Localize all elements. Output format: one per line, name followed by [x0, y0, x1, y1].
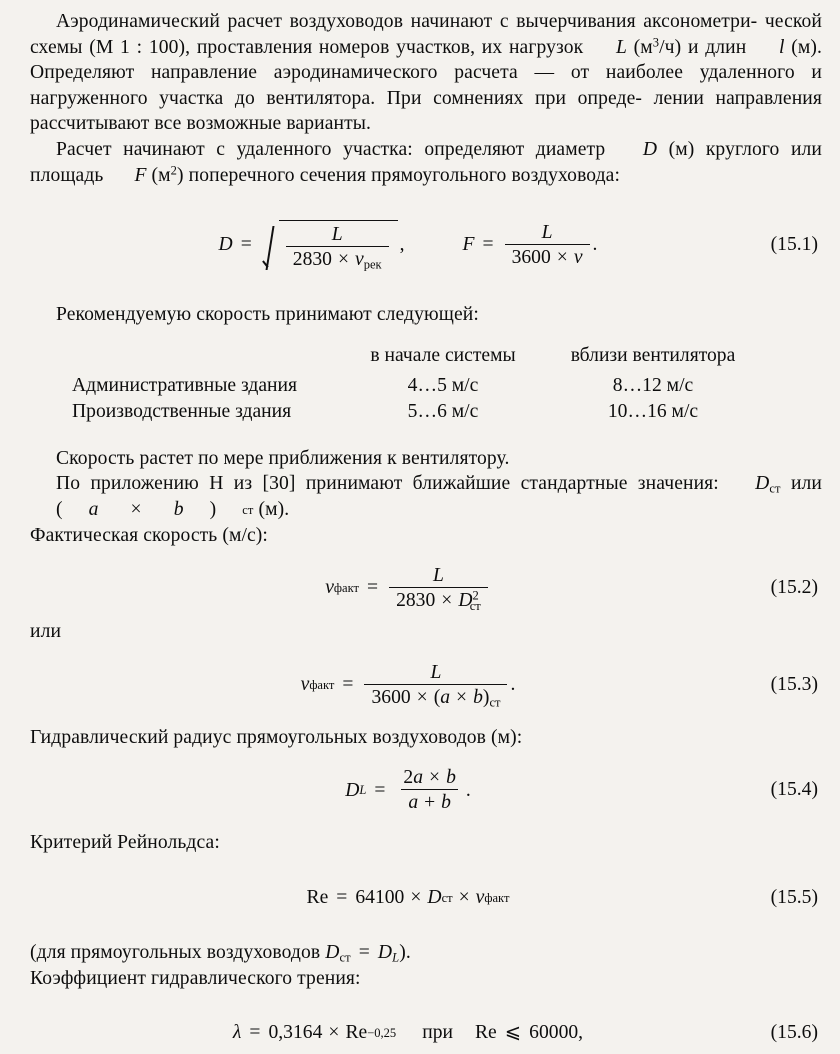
eq2-numerator: L: [432, 564, 444, 586]
paragraph-hydraulic-radius: [0, 725, 840, 751]
eq6-coef: 0,3164: [268, 1022, 323, 1044]
p1-line2: ческой схемы (М 1 : 100), проставления номеров участков, их нагрузок: [30, 11, 822, 58]
eq1-den-coef: 2830: [292, 249, 332, 271]
table-header-near-fan: вблизи вентилятора: [570, 344, 736, 366]
eq4-num-b: b: [446, 767, 456, 789]
equation-15-6-row: [0, 1012, 840, 1054]
gap-after-eq3: [0, 716, 840, 725]
symbol-D: D: [642, 138, 658, 160]
multiply-icon: ×: [410, 887, 422, 909]
symbol-L: L: [615, 36, 627, 58]
multiply-icon: ×: [441, 590, 453, 612]
eq1-den-sub: рек: [363, 257, 382, 272]
eq2-equals: =: [367, 577, 379, 599]
gap-before-table: [0, 328, 840, 343]
multiply-icon-2: ×: [458, 887, 470, 909]
eq2-den-coef: 2830: [396, 590, 436, 612]
p5-line2: или: [790, 473, 822, 495]
eq3-paren-close: ): [482, 686, 490, 708]
eq1-equals: =: [240, 234, 252, 256]
table-header-start-of-system: в начале системы: [370, 344, 516, 366]
eq3-numerator: L: [430, 661, 442, 683]
multiply-icon: ×: [416, 686, 428, 708]
equation-15-5: Re = 64100 × D ст × v факт: [306, 887, 510, 909]
eq3-den-sub: ст: [489, 695, 501, 710]
p10-sub-L: L: [392, 950, 400, 965]
p5-line1: По приложению Н из [30] принимают ближайшие стандартные значения:: [56, 473, 730, 495]
eq2-denominator: [389, 587, 488, 611]
table-cell-start: 4…5 м/с: [407, 374, 479, 396]
table-row: [72, 399, 768, 425]
eq1-denominator-2: [505, 244, 590, 268]
p7-text: или: [30, 621, 62, 643]
eq6-lambda: λ: [232, 1022, 242, 1044]
eq4-numerator: [396, 767, 462, 789]
eq1-numerator: L: [331, 224, 343, 245]
eq3-period: .: [510, 673, 516, 695]
paragraph-friction-coefficient: [0, 966, 840, 992]
eq1-comma: ,: [399, 234, 405, 256]
multiply-icon: ×: [429, 767, 441, 789]
eq4-fraction: [396, 767, 462, 813]
p2-line2: или площадь: [30, 138, 823, 186]
gap-after-table: [0, 425, 840, 446]
gap-before-eq4: [0, 750, 840, 759]
sub-st: ст: [769, 481, 781, 496]
symbol-F: F: [134, 164, 147, 186]
table-cell-start: 5…6 м/с: [407, 400, 479, 422]
symbol-a: a: [88, 498, 99, 520]
eq4-D: D: [345, 779, 360, 801]
equation-15-4: D L = $\frac{2a \times b}{a + b}$ .: [345, 767, 471, 814]
paragraph-speed-growth: [0, 446, 840, 472]
p4-text: Скорость растет по мере приближения к вентилятору.: [56, 447, 510, 469]
eq4-num-coef: 2: [403, 767, 414, 789]
eq1-den2-coef: 3600: [511, 247, 551, 269]
eq2-den-var: D: [458, 590, 473, 612]
equation-15-4-row: [0, 759, 840, 821]
plus-icon: +: [424, 792, 436, 814]
eq2-fraction: [389, 565, 488, 611]
equation-15-5-row: [0, 877, 840, 919]
equation-15-3-row: [0, 654, 840, 716]
paren-open: (: [56, 498, 63, 520]
symbol-D-st: D: [755, 473, 770, 495]
eq6-Re: Re: [345, 1022, 368, 1044]
equation-number-15-1: (15.1): [770, 234, 818, 256]
equation-15-2: v факт = $\frac{L}{2830 \times D^2_{ст}}$: [325, 565, 491, 611]
gap-after-eq1: [0, 281, 840, 302]
eq1-fraction: [286, 224, 389, 270]
p1-line1: Аэродинамический расчет воздуховодов начинают с вычерчивания аксонометри-: [56, 11, 758, 32]
eq1-F: F: [462, 234, 475, 256]
table-cell-label: Административные здания: [72, 374, 298, 396]
eq5-Re: Re: [306, 887, 329, 909]
table-header-blank: [72, 343, 348, 373]
eq3-den-coef: 3600: [371, 686, 411, 708]
equation-number-15-6: (15.6): [770, 1022, 818, 1044]
equation-15-2-row: [0, 557, 840, 619]
eq3-a: a: [440, 686, 451, 708]
gap-before-eq5: [0, 856, 840, 877]
paragraph-actual-speed: [0, 523, 840, 549]
eq1-den-var: v: [355, 249, 364, 271]
symbol-D-st: D: [325, 941, 340, 963]
p10-a: (для прямоугольных воздуховодов: [30, 941, 326, 963]
symbol-b: b: [173, 498, 184, 520]
eq4-equals: =: [374, 779, 386, 801]
gap-after-eq4: [0, 821, 840, 830]
multiply-icon: ×: [328, 1022, 340, 1044]
eq4-den-b: b: [441, 792, 451, 814]
eq3-denominator: [364, 684, 507, 708]
multiply-icon-2: ×: [456, 686, 468, 708]
top-margin: [0, 0, 840, 9]
eq6-equals: =: [249, 1022, 261, 1044]
p2-line1b: (м) круглого: [657, 138, 780, 160]
eq5-coef: 64100: [355, 887, 405, 909]
radical-sign-icon: [262, 220, 279, 270]
eq2-v: v: [325, 577, 334, 599]
eq6-limit: 60000,: [529, 1022, 584, 1044]
group-a-times-b: ( a × b ) ст: [30, 497, 253, 523]
eq5-v: v: [475, 887, 485, 909]
equation-number-15-5: (15.5): [770, 887, 818, 909]
p3-text: Рекомендуемую скорость принимают следующей:: [56, 304, 479, 326]
multiply-icon: ×: [130, 498, 142, 520]
eq1-fraction-2: [505, 222, 590, 268]
eq2-den-sup: 2: [472, 588, 479, 603]
p2-line2b: ) поперечного сечения прямоугольного воздуховода:: [177, 164, 621, 186]
paragraph-or: [0, 619, 840, 645]
table-cell-fan: 10…16 м/с: [607, 400, 699, 422]
eq1-numerator-2: L: [541, 222, 553, 243]
p10-equals: =: [358, 941, 370, 963]
p1-line5: лении направления рассчитывают все возможные варианты.: [30, 87, 822, 135]
eq6-Re-2: Re: [474, 1022, 497, 1044]
p2-sup-2: 2: [170, 163, 178, 178]
p1-unit-open: (м: [626, 36, 653, 58]
p8-text: Гидравлический радиус прямоугольных воздуховодов (м):: [30, 726, 523, 748]
eq3-equals: =: [342, 673, 354, 695]
equation-15-3: v факт = $\frac{L}{3600 \times (a \times b)_{ст}}$ .: [300, 661, 516, 710]
equation-15-1-row: [0, 209, 840, 281]
sqrt-group: [262, 220, 398, 270]
eq3-v: v: [300, 673, 310, 695]
gap-before-eq2: [0, 548, 840, 557]
equation-number-15-2: (15.2): [770, 577, 818, 599]
symbol-D-L: D: [377, 941, 393, 963]
eq4-period: .: [465, 779, 471, 801]
eq4-num-a: a: [413, 767, 424, 789]
eq3-fraction: [364, 662, 507, 708]
multiply-icon: ×: [337, 249, 350, 271]
p1-sup-3: 3: [652, 35, 660, 50]
p1-line3b: (м). Определяют направление аэродинамического расчета — от наиболее: [30, 36, 823, 84]
p11-text: Коэффициент гидравлического трения:: [30, 967, 361, 989]
multiply-icon-2: ×: [556, 247, 568, 269]
table-cell-fan: 8…12 м/с: [612, 374, 694, 396]
p1-unit-close: /ч): [659, 36, 682, 58]
equation-15-1: [219, 220, 598, 270]
equation-number-15-4: (15.4): [770, 779, 818, 801]
p10-sub-st: ст: [339, 950, 351, 965]
paragraph-recommended-speed: [0, 302, 840, 328]
less-or-equal-icon: ⩽: [504, 1022, 522, 1044]
paragraph-diameter-area: [0, 137, 840, 188]
gap-before-eq1: [0, 188, 840, 209]
gap-before-eq6: [0, 991, 840, 1012]
eq1-denominator: [286, 246, 389, 270]
paragraph-rect-note: [0, 940, 840, 966]
p10-b: ).: [399, 941, 411, 963]
p5-line2b: (м).: [253, 498, 290, 520]
eq4-den-a: a: [408, 792, 419, 814]
eq1-den2-var: v: [573, 247, 583, 269]
paragraph-reynolds: [0, 830, 840, 856]
eq5-D: D: [427, 887, 442, 909]
gap-after-eq5: [0, 919, 840, 940]
table-row: [72, 373, 768, 399]
p6-text: Фактическая скорость (м/с):: [30, 524, 268, 546]
radicand: [279, 220, 398, 270]
equation-15-6: λ = 0,3164 × Re −0,25 при Re ⩽ 60000,: [232, 1022, 584, 1044]
eq1-period: .: [592, 234, 598, 256]
eq3-paren-open: (: [433, 686, 441, 708]
p2-line1: Расчет начинают с удаленного участка: определяют диаметр: [56, 138, 617, 160]
recommended-speed-table: [72, 343, 768, 425]
p1-line4: удаленного и нагруженного участка до вентилятора. При сомнениях при опреде-: [30, 62, 823, 109]
paragraph-standard-values: [0, 471, 840, 522]
table-header-row: [72, 343, 768, 373]
equation-number-15-3: (15.3): [770, 673, 818, 695]
paren-close: ): [209, 498, 217, 520]
eq3-b: b: [473, 686, 483, 708]
p1-line3: и длин: [687, 36, 754, 58]
table-cell-label: Производственные здания: [72, 400, 292, 422]
p9-text: Критерий Рейнольдса:: [30, 832, 220, 854]
eq1-equals-2: =: [482, 234, 494, 256]
eq6-word-pri: при: [422, 1022, 453, 1044]
eq5-equals: =: [336, 887, 348, 909]
gap-before-eq3: [0, 645, 840, 654]
symbol-l: l: [779, 36, 785, 58]
p2-unit-open: (м: [146, 164, 171, 186]
eq1-D: D: [218, 234, 233, 256]
paragraph-intro: [0, 9, 840, 137]
eq2-den-sub: ст: [469, 598, 481, 613]
eq4-denominator: [401, 789, 458, 813]
